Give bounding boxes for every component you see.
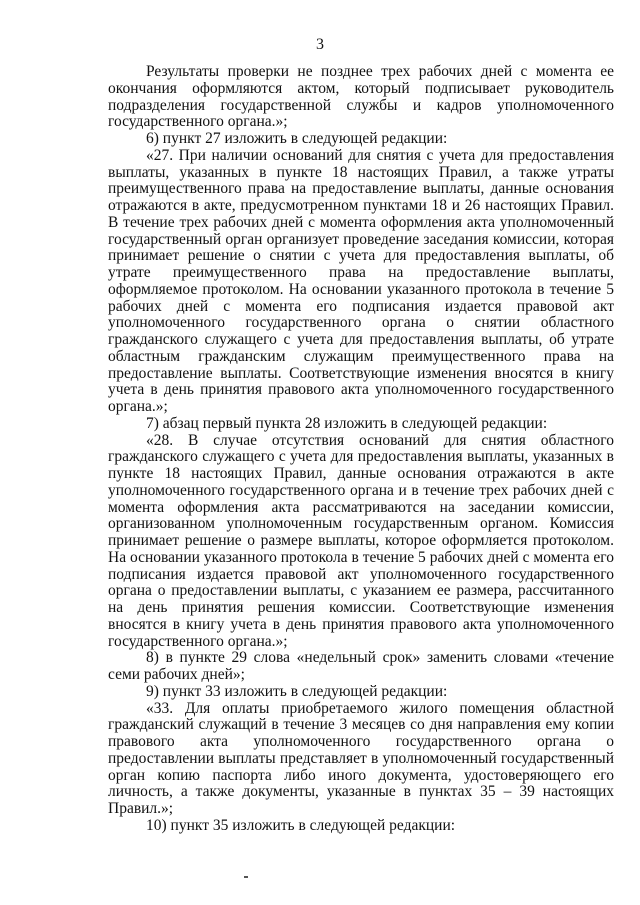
paragraph-item-10: 10) пункт 35 изложить в следующей редакции: <box>146 816 456 834</box>
scan-mark <box>244 876 248 878</box>
paragraph-item-6: 6) пункт 27 изложить в следующей редакции: <box>146 130 448 147</box>
paragraph-clause-33: «33. Для оплаты приобретаемого жилого помещения областной гражданский служащий в течение 3 месяцев со дня направления ему копии правового акта уполномоченного государственного органа о предоставлении выплаты представляет в уполномоченный государственный орган копию паспорта либо иного документа, удостоверяющего его личность, а также документы, указанные в пунктах 35 – 39 настоящих Правил.»; <box>108 699 614 817</box>
paragraph-item-9: 9) пункт 33 изложить в следующей редакции: <box>146 682 448 700</box>
paragraph-clause-27: «27. При наличии оснований для снятия с учета для предоставления выплаты, указанных в пункте 18 настоящих Правил, а также утраты преимущественного права на предоставление выплаты, данные основания отражаются в акте, предусмотренном пунктами 18 и 26 настоящих Правил. В течение трех рабочих дней с момента оформления акта уполномоченный государственный орган организует проведение заседания комиссии, которая принимает решение о снятии с учета для предоставления выплаты, об утрате преимущественного права на предоставление выплаты, оформляемое протоколом. На основании указанного протокола в течение 5 рабочих дней с момента его подписания издается правовой акт уполномоченного государственного органа о снятии областного гражданского служащего с учета для предоставления выплаты, об утрате областным гражданским служащим преимущественного права на предоставление выплаты. Соответствующие изменения вносятся в книгу учета в день принятия правового акта уполномоченного государственного органа.»; <box>108 146 614 415</box>
paragraph-clause-28: «28. В случае отсутствия оснований для снятия областного гражданского служащего с учета для предоставления выплаты, указанных в пункте 18 настоящих Правил, данные основания отражаются в акте уполномоченного государственного органа и в течение трех рабочих дней с момента оформления акта рассматриваются на заседании комиссии, организованном уполномоченным государственным органом. Комиссия принимает решение о размере выплаты, которое оформляется протоколом. На основании указанного протокола в течение 5 рабочих дней с момента его подписания издается правовой акт уполномоченного государственного органа о предоставлении выплаты, с указанием ее размера, рассчитанного на день принятия решения комиссии. Соответствующие изменения вносятся в книгу учета в день принятия правового акта уполномоченного государственного органа.»; <box>108 431 614 650</box>
document-body <box>108 64 614 835</box>
paragraph-item-7: 7) абзац первый пункта 28 изложить в следующей редакции: <box>146 414 548 432</box>
page-number: 3 <box>316 36 324 53</box>
paragraph-inspection-results: Результаты проверки не позднее трех рабочих дней с момента ее окончания оформляются актом, который подписывает руководитель подразделения государственной службы и кадров уполномоченного государственного органа.»; <box>108 63 614 131</box>
paragraph-item-8: 8) в пункте 29 слова «недельный срок» заменить словами «течение семи рабочих дней»; <box>108 649 614 683</box>
